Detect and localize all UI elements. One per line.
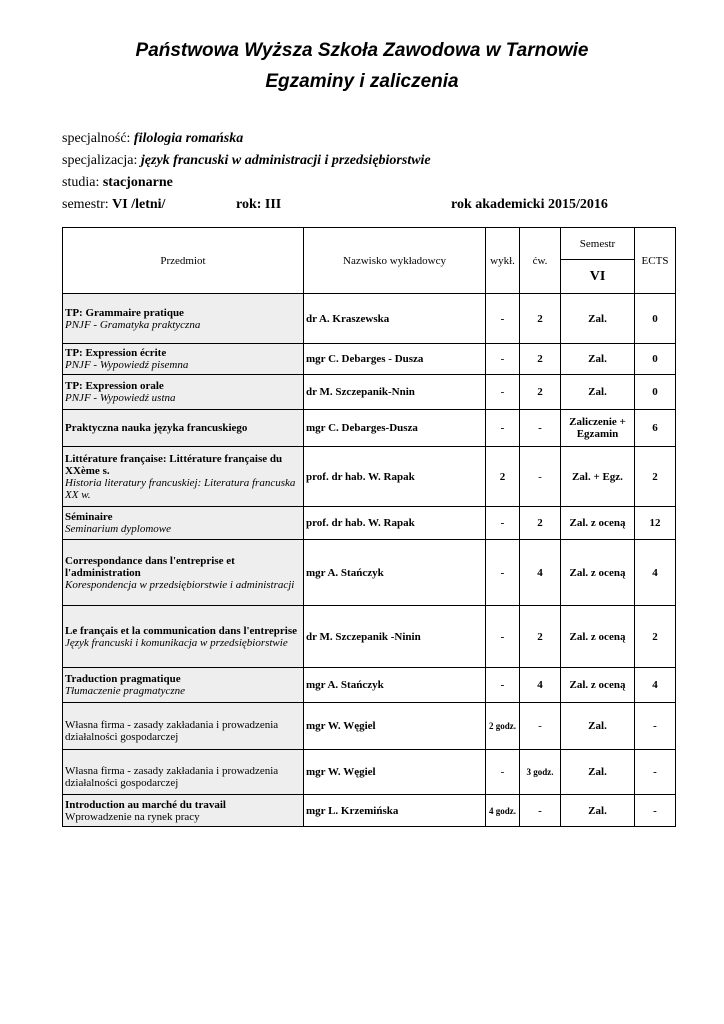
wykl-cell: - [486, 540, 520, 606]
cw-cell: 2 [520, 294, 561, 344]
table-row [63, 294, 676, 344]
lecturer-cell: mgr W. Węgiel [304, 750, 486, 795]
table-row [63, 410, 676, 447]
ects-cell: 0 [635, 294, 676, 344]
subject-cell [63, 703, 304, 750]
subject-subtitle: Tłumaczenie pragmatyczne [65, 685, 186, 697]
studia-line [62, 175, 173, 191]
cw-cell: - [520, 795, 561, 827]
subject-cell [63, 410, 304, 447]
zaliczenie-cell: Zal. z oceną [561, 606, 635, 668]
wykl-cell: - [486, 344, 520, 375]
rok-value: rok: III [236, 197, 282, 212]
subject-subtitle: PNJF - Gramatyka praktyczna [65, 318, 201, 331]
subject-title: Traduction pragmatique [65, 673, 181, 685]
semestr-line [62, 197, 622, 213]
ects-cell: 2 [635, 447, 676, 507]
rok-akademicki-value: rok akademicki 2015/2016 [451, 197, 608, 212]
specialnosc-label: specjalność: [62, 131, 134, 146]
wykl-cell: 2 [486, 447, 520, 507]
subject-plain: Własna firma - zasady zakładania i prowadzenia działalności gospodarczej [65, 719, 279, 743]
subject-subtitle: Historia literatury francuskiej: Literatura francuska XX w. [65, 476, 296, 501]
lecturer-cell: mgr L. Krzemińska [304, 795, 486, 827]
table-row [63, 795, 676, 827]
ects-cell: - [635, 795, 676, 827]
header-cw: ćw. [520, 228, 561, 294]
lecturer-cell: mgr C. Debarges - Dusza [304, 344, 486, 375]
table-row [63, 606, 676, 668]
wykl-hours: 2 godz. [489, 721, 516, 731]
subject-cell [63, 540, 304, 606]
subject-cell [63, 668, 304, 703]
semestr-value: VI /letni/ [112, 197, 166, 212]
subject-cell [63, 795, 304, 827]
subject-title: Praktyczna nauka języka francuskiego [65, 422, 248, 434]
zaliczenie-cell: Zal. [561, 795, 635, 827]
ects-cell: 4 [635, 668, 676, 703]
zaliczenie-cell: Zal. z oceną [561, 507, 635, 540]
wykl-cell: - [486, 750, 520, 795]
cw-cell: 2 [520, 344, 561, 375]
table-row [63, 750, 676, 795]
subject-title: Le français et la communication dans l'entreprise [65, 624, 297, 637]
wykl-cell: - [486, 668, 520, 703]
cw-cell: - [520, 703, 561, 750]
subject-plain: Wprowadzenie na rynek pracy [65, 810, 200, 823]
subject-title: Littérature française: Littérature française du XXème s. [65, 452, 283, 477]
subject-subtitle: PNJF - Wypowiedź pisemna [65, 359, 189, 371]
lecturer-cell: mgr C. Debarges-Dusza [304, 410, 486, 447]
exams-table [62, 227, 676, 827]
lecturer-cell: prof. dr hab. W. Rapak [304, 447, 486, 507]
ects-cell: 0 [635, 344, 676, 375]
lecturer-cell: mgr A. Stańczyk [304, 540, 486, 606]
subject-cell [63, 375, 304, 410]
zaliczenie-cell: Zal. z oceną [561, 540, 635, 606]
wykl-cell [486, 795, 520, 827]
ects-cell: 4 [635, 540, 676, 606]
document-title: Państwowa Wyższa Szkoła Zawodowa w Tarnowie [135, 40, 589, 61]
zaliczenie-cell: Zal. [561, 750, 635, 795]
wykl-cell: - [486, 507, 520, 540]
table-row [63, 703, 676, 750]
zaliczenie-cell: Zal. [561, 375, 635, 410]
subject-subtitle: Seminarium dyplomowe [65, 523, 172, 535]
subject-subtitle: Korespondencja w przedsiębiorstwie i administracji [65, 578, 295, 591]
header-wykl: wykł. [486, 228, 520, 294]
wykl-hours: 4 godz. [489, 805, 516, 816]
subject-title: TP: Grammaire pratique [65, 306, 184, 319]
lecturer-cell: mgr W. Węgiel [304, 703, 486, 750]
subject-cell [63, 294, 304, 344]
header-semestr-value: VI [561, 260, 635, 294]
subject-subtitle: Język francuski i komunikacja w przedsiębiorstwie [65, 636, 288, 649]
semestr-label: semestr: [62, 197, 113, 212]
zaliczenie-cell: Zal. [561, 294, 635, 344]
wykl-cell [486, 703, 520, 750]
cw-cell [520, 750, 561, 795]
cw-cell: 2 [520, 507, 561, 540]
specialnosc-line [62, 131, 243, 147]
cw-cell: 4 [520, 668, 561, 703]
wykl-cell: - [486, 294, 520, 344]
subject-title: Introduction au marché du travail [65, 798, 226, 811]
zaliczenie-cell: Zal. [561, 344, 635, 375]
studia-label: studia: [62, 175, 103, 190]
specjalizacja-value: język francuski w administracji i przedsiębiorstwie [140, 153, 431, 168]
subject-cell [63, 447, 304, 507]
cw-cell: 4 [520, 540, 561, 606]
subject-cell [63, 750, 304, 795]
lecturer-cell: dr A. Kraszewska [304, 294, 486, 344]
wykl-cell: - [486, 410, 520, 447]
header-nazwisko: Nazwisko wykładowcy [304, 228, 486, 294]
subject-title: TP: Expression orale [65, 380, 164, 392]
subject-cell [63, 507, 304, 540]
zaliczenie-cell: Zal. z oceną [561, 668, 635, 703]
lecturer-cell: prof. dr hab. W. Rapak [304, 507, 486, 540]
subject-title: TP: Expression écrite [65, 347, 167, 359]
ects-cell: - [635, 703, 676, 750]
header-semestr: Semestr [561, 228, 635, 260]
table-row [63, 668, 676, 703]
ects-cell: 0 [635, 375, 676, 410]
zaliczenie-cell: Zal. + Egz. [561, 447, 635, 507]
wykl-cell: - [486, 375, 520, 410]
ects-cell: 12 [635, 507, 676, 540]
ects-cell: - [635, 750, 676, 795]
table-row [63, 375, 676, 410]
specjalizacja-line [62, 153, 431, 169]
subject-plain: Własna firma - zasady zakładania i prowadzenia działalności gospodarczej [65, 765, 279, 789]
wykl-cell: - [486, 606, 520, 668]
cw-cell: - [520, 410, 561, 447]
subject-subtitle: PNJF - Wypowiedź ustna [65, 392, 176, 404]
header-ects: ECTS [635, 228, 676, 294]
subject-title: Correspondance dans l'entreprise et l'administration [65, 554, 235, 579]
zaliczenie-cell: Zal. [561, 703, 635, 750]
lecturer-cell: dr M. Szczepanik -Ninin [304, 606, 486, 668]
cw-cell: - [520, 447, 561, 507]
table-row [63, 344, 676, 375]
cw-cell: 2 [520, 375, 561, 410]
cw-hours: 3 godz. [526, 767, 554, 777]
header-przedmiot: Przedmiot [63, 228, 304, 294]
ects-cell: 2 [635, 606, 676, 668]
specjalizacja-label: specjalizacja: [62, 153, 141, 168]
subject-cell [63, 606, 304, 668]
zaliczenie-cell: Zaliczenie + Egzamin [561, 410, 635, 447]
table-row [63, 507, 676, 540]
specialnosc-value: filologia romańska [133, 131, 244, 146]
table-row [63, 540, 676, 606]
subject-cell [63, 344, 304, 375]
document-subtitle: Egzaminy i zaliczenia [265, 71, 459, 92]
cw-cell: 2 [520, 606, 561, 668]
ects-cell: 6 [635, 410, 676, 447]
table-row [63, 447, 676, 507]
lecturer-cell: mgr A. Stańczyk [304, 668, 486, 703]
studia-value: stacjonarne [102, 175, 173, 190]
lecturer-cell: dr M. Szczepanik-Nnin [304, 375, 486, 410]
subject-title: Séminaire [65, 511, 113, 523]
